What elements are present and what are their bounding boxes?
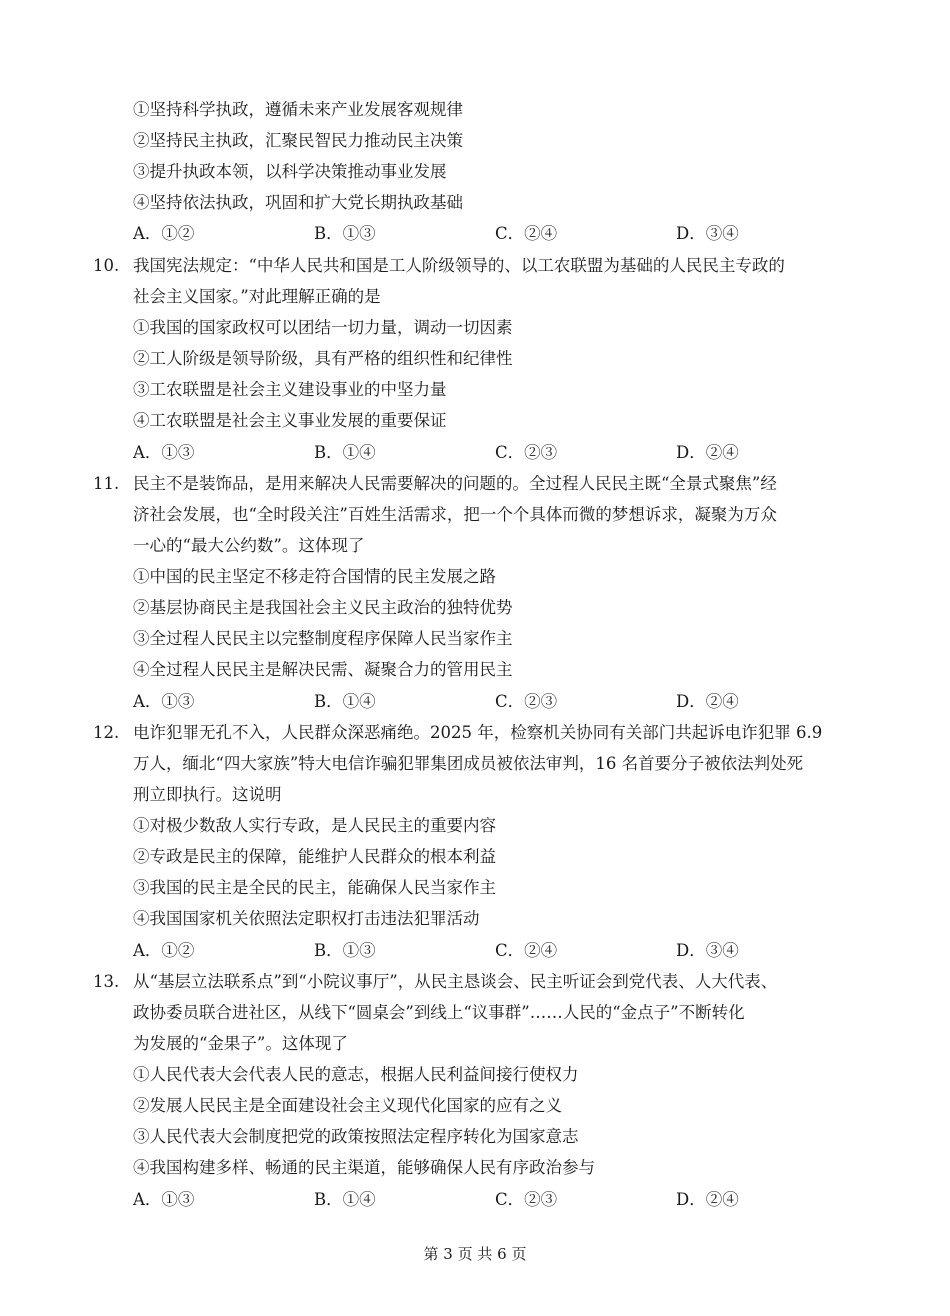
option-d[interactable]: D．②④ (676, 443, 739, 462)
options-row (133, 941, 753, 961)
option-d[interactable]: D．②④ (676, 692, 739, 711)
statement-3: ③提升执政本领，以科学决策推动事业发展 (133, 162, 447, 181)
statement-2: ②基层协商民主是我国社会主义民主政治的独特优势 (133, 598, 513, 617)
option-b[interactable]: B．①④ (314, 692, 376, 711)
question-number: 13. (93, 972, 120, 991)
statement-2: ②坚持民主执政，汇聚民智民力推动民主决策 (133, 131, 463, 150)
option-d[interactable]: D．②④ (676, 1190, 739, 1209)
question-number: 11. (93, 474, 120, 493)
options-row (133, 443, 753, 463)
option-d[interactable]: D．③④ (676, 941, 739, 960)
option-b[interactable]: B．①③ (314, 224, 376, 243)
statement-4: ④坚持依法执政，巩固和扩大党长期执政基础 (133, 193, 463, 212)
option-c[interactable]: C．②③ (495, 1190, 558, 1209)
statement-4: ④工农联盟是社会主义事业发展的重要保证 (133, 411, 447, 430)
question-number: 12. (93, 723, 120, 742)
question-stem-line: 为发展的“金果子”。这体现了 (133, 1034, 348, 1053)
statement-1: ①人民代表大会代表人民的意志，根据人民利益间接行使权力 (133, 1065, 579, 1084)
option-a[interactable]: A．①② (133, 224, 195, 243)
statement-3: ③人民代表大会制度把党的政策按照法定程序转化为国家意志 (133, 1127, 579, 1146)
options-row (133, 1190, 753, 1210)
statement-3: ③我国的民主是全民的民主，能确保人民当家作主 (133, 878, 496, 897)
question-stem-line: 济社会发展，也“全时段关注”百姓生活需求，把一个个具体而微的梦想诉求，凝聚为万众 (133, 505, 777, 524)
statement-1: ①坚持科学执政，遵循未来产业发展客观规律 (133, 100, 463, 119)
statement-2: ②专政是民主的保障，能维护人民群众的根本利益 (133, 847, 496, 866)
option-b[interactable]: B．①④ (314, 443, 376, 462)
question-stem-line: 我国宪法规定：“中华人民共和国是工人阶级领导的、以工农联盟为基础的人民民主专政的 (133, 256, 785, 275)
option-a[interactable]: A．①③ (133, 1190, 195, 1209)
option-c[interactable]: C．②③ (495, 443, 558, 462)
question-stem-line: 政协委员联合进社区，从线下“圆桌会”到线上“议事群”……人民的“金点子”不断转化 (133, 1003, 745, 1022)
option-b[interactable]: B．①③ (314, 941, 376, 960)
option-a[interactable]: A．①② (133, 941, 195, 960)
question-stem-line: 从“基层立法联系点”到“小院议事厅”，从民主恳谈会、民主听证会到党代表、人大代表、 (133, 972, 778, 991)
question-stem-line: 刑立即执行。这说明 (133, 785, 282, 804)
option-a[interactable]: A．①③ (133, 443, 195, 462)
statement-3: ③工农联盟是社会主义建设事业的中坚力量 (133, 380, 447, 399)
question-stem-line: 电诈犯罪无孔不入，人民群众深恶痛绝。2025 年，检察机关协同有关部门共起诉电诈犯罪 6.9 (133, 723, 823, 742)
statement-1: ①对极少数敌人实行专政，是人民民主的重要内容 (133, 816, 496, 835)
statement-1: ①我国的国家政权可以团结一切力量，调动一切因素 (133, 318, 513, 337)
question-stem-line: 社会主义国家。”对此理解正确的是 (133, 287, 381, 306)
statement-1: ①中国的民主坚定不移走符合国情的民主发展之路 (133, 567, 496, 586)
options-row (133, 692, 753, 712)
statement-2: ②工人阶级是领导阶级，具有严格的组织性和纪律性 (133, 349, 513, 368)
statement-4: ④我国构建多样、畅通的民主渠道，能够确保人民有序政治参与 (133, 1158, 595, 1177)
options-row (133, 224, 753, 244)
option-c[interactable]: C．②④ (495, 224, 558, 243)
question-stem-line: 一心的“最大公约数”。这体现了 (133, 536, 365, 555)
page-number-footer: 第 3 页 共 6 页 (423, 1245, 527, 1263)
question-stem-line: 民主不是装饰品，是用来解决人民需要解决的问题的。全过程人民民主既“全景式聚焦”经 (133, 474, 777, 493)
option-c[interactable]: C．②④ (495, 941, 558, 960)
option-d[interactable]: D．③④ (676, 224, 739, 243)
statement-4: ④全过程人民民主是解决民需、凝聚合力的管用民主 (133, 660, 513, 679)
option-b[interactable]: B．①④ (314, 1190, 376, 1209)
statement-4: ④我国国家机关依照法定职权打击违法犯罪活动 (133, 909, 480, 928)
option-c[interactable]: C．②③ (495, 692, 558, 711)
statement-3: ③全过程人民民主以完整制度程序保障人民当家作主 (133, 629, 513, 648)
question-stem-line: 万人，缅北“四大家族”特大电信诈骗犯罪集团成员被依法审判，16 名首要分子被依法判处死 (133, 754, 804, 773)
statement-2: ②发展人民民主是全面建设社会主义现代化国家的应有之义 (133, 1096, 562, 1115)
question-number: 10. (93, 256, 120, 275)
option-a[interactable]: A．①③ (133, 692, 195, 711)
